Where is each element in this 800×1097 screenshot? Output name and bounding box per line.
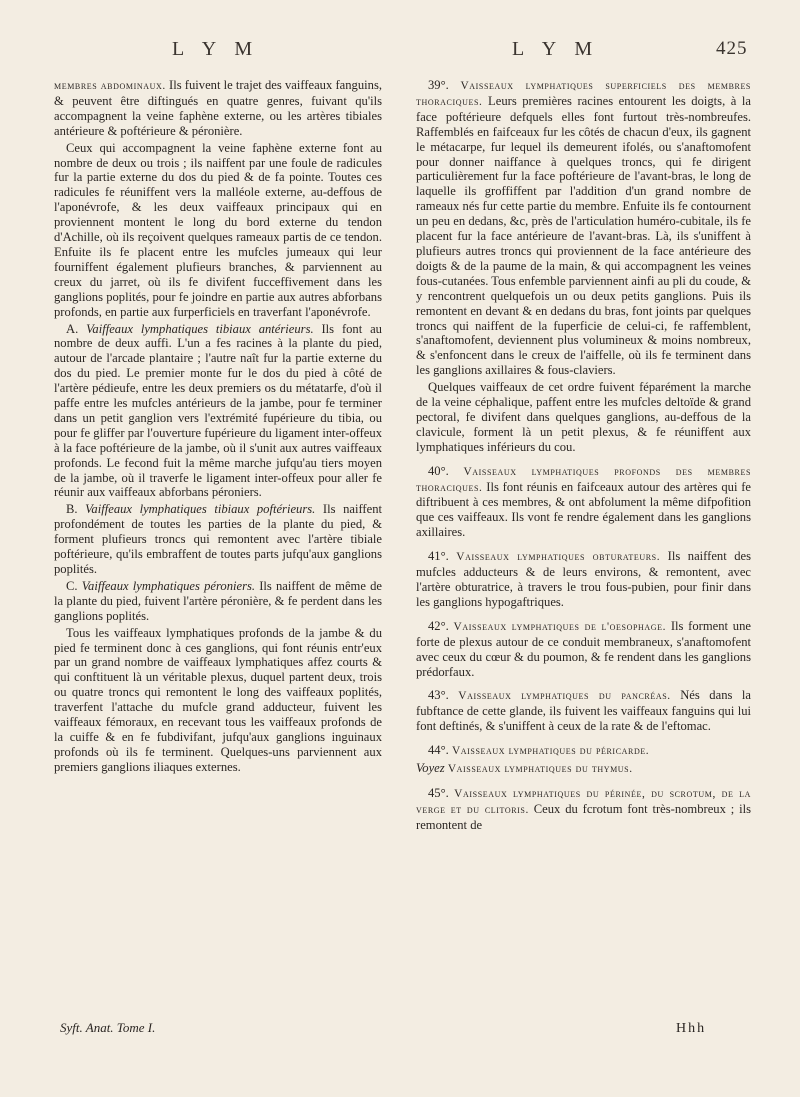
page-number: 425 [716,38,748,59]
entry-43: 43°. Vaisseaux lymphatiques du pancréas. Nés dans la fubftance de cette glande, ils fuivent les vaiffeaux fanguins qui lui font deftinés, & s'uniffent à ceux de la rate & de l'eftomac. [416,688,751,734]
entry-42: 42°. Vaisseaux lymphatiques de l'oesophage. Ils forment une forte de plexus autour de ce conduit membraneux, s'anaftomofent avec ceux du cœur & du poumon, & fe rendent dans les ganglions prédorfaux. [416,618,751,679]
entry-44: 44°. Vaisseaux lymphatiques du péricarde. [428,743,650,758]
footer-volume-note: Syft. Anat. Tome I. [60,1020,156,1035]
paragraph-a: A. Vaiffeaux lymphatiques tibiaux antérieurs. Ils font au nombre de deux auffi. L'un a fes racines à la plante du pied, autour de l'arcade plantaire ; l'autre naît fur la partie externe du dos du pied. Le premier monte fur le dos du pied à côté de l'artère pédieufe, entre les deux premiers os du métatarfe, d'où il paffe entre les mufcles antérieurs de la jambe, pour fe terminer dans un petit ganglion vers l'extrémité fupérieure du tibia, ou pour fe gliffer par l'ouverture fupérieure du ligament inter-offeux à la face poftérieure de la jambe, où il s'unit aux autres vaiffeaux profonds. Le fecond fuit la même marche jufqu'au tiers moyen de la jambe, où il traverfe le ligament inter-offeux pour aller fe réunir aux vaiffeaux abforbans péroniers. [54,321,382,500]
subheading-a: Vaiffeaux lymphatiques tibiaux antérieurs. [86,321,314,336]
signature-mark: Hhh [676,1021,707,1036]
right-column [416,78,751,833]
running-head-right: L Y M [512,38,600,60]
entry-40-heading: Vaisseaux lymphatiques profonds des membres thoraciques. [416,465,751,494]
entry-42-heading: Vaisseaux lymphatiques de l'oesophage. [453,620,667,633]
entry-45: 45°. Vaisseaux lymphatiques du périnée, du scrotum, de la verge et du clitoris. Ceux du fcrotum font très-nombreux ; ils remontent de [416,785,751,832]
left-column [54,78,382,775]
paragraph-intro: membres abdominaux. Ils fuivent le trajet des vaiffeaux fanguins, & peuvent être diftingués en quatre genres, fuivant qu'ils accompagnent la veine faphène externe, ou les artères tibiales antérieure & poftérieure & péronière. [54,78,382,138]
entry-41-heading: Vaisseaux lymphatiques obturateurs. [456,551,661,564]
entry-41: 41°. Vaisseaux lymphatiques obturateurs. Ils naiffent des mufcles adducteurs & de leurs environs, & remontent, avec l'artère obturatrice, à travers le trou fous-pubien, pour finir dans les ganglions hypogaftriques. [416,549,751,609]
paragraph-saphene: Ceux qui accompagnent la veine faphène externe font au nombre de deux ou trois ; ils naiffent par une foule de radicules fur la partie externe du dos du pied & de fa pointe. Toutes ces radicules fe réuniffent vers la malléole externe, au-deffous de l'aponévrofe, & les deux vaiffeaux principaux qui en proviennent montent le long du bord externe du tendon d'Achille, où ils reçoivent quelques rameaux partis de ce tendon. Enfuite ils fe placent entre les mufcles jumeaux qui leur fourniffent également plufieurs branches, & parviennent au creux du jarret, où ils fe divifent fucceffivement dans les ganglions poplités, pour fe joindre en partie aux autres abforbans profonds, en partie aux furperficiels en traverfant l'aponévrofe. [54,140,382,319]
entry-39-heading: Vaisseaux lymphatiques superficiels des membres thoraciques. [416,80,751,108]
paragraph-b: B. Vaiffeaux lymphatiques tibiaux poftérieurs. Ils naiffent profondément de toutes les parties de la plante du pied, & forment plufieurs troncs qui remontent avec l'artère tibiale poftérieure, qu'ils embraffent de toutes parts jufqu'aux ganglions poplités. [54,502,382,576]
subheading-c: Vaiffeaux lymphatiques péroniers. [81,578,256,593]
subheading-b: Vaiffeaux lymphatiques tibiaux poftérieurs. [85,502,316,517]
section-heading: membres abdominaux. [54,80,166,92]
paragraph-c: C. Vaiffeaux lymphatiques péroniers. Ils naiffent de même de la plante du pied, fuivent l'artère péronière, & fe perdent dans les ganglions poplités. [54,578,383,623]
running-head-left: L Y M [172,38,260,60]
entry-44-heading: Vaisseaux lymphatiques du péricarde. [451,745,650,758]
entry-39-cont: Quelques vaiffeaux de cet ordre fuivent féparément la marche de la veine céphalique, paffent entre les mufcles deltoïde & grand pectoral, fe divifent dans quelques ganglions, au-deffous de la clavicule, forment là un petit plexus, & fe réuniffent aux lymphatiques inférieurs du cou. [416,380,751,454]
entry-40: 40°. Vaisseaux lymphatiques profonds des membres thoraciques. Ils font réunis en faifceaux autour des artères qui fe diftribuent à ces membres, & ont abfolument la même difpofition que ces vaiffeaux. Ils vont fe rendre également dans les ganglions axillaires. [416,463,751,540]
entry-44-crossref: Voyez Vaisseaux lymphatiques du thymus. [416,761,633,776]
paragraph-summary: Tous les vaiffeaux lymphatiques profonds de la jambe & du pied fe terminent donc à ces ganglions, qui font réunis entr'eux par un grand nombre de vaiffeaux lymphatiques affez courts & qui conftituent là un véritable plexus, duquel partent deux, trois ou quatre troncs qui remontent le long des vaiffeaux poplités, traverfent l'attache du mufcle grand adducteur, fuivent les vaiffeaux fémoraux, en recevant tous les vaiffeaux profonds de la cuiffe & en fe fubdivifant, jufqu'aux ganglions inguinaux profonds où ils fe terminent. Quelques-uns parviennent aux premiers ganglions iliaques externes. [54,625,382,774]
entry-43-heading: Vaisseaux lymphatiques du pancréas. [458,690,671,703]
entry-45-heading: Vaisseaux lymphatiques du périnée, du scrotum, de la verge et du clitoris. [416,787,751,816]
entry-39: 39°. Vaisseaux lymphatiques superficiels des membres thoraciques. Leurs premières racines entourent les doigts, à la face poftérieure defquels elles font furtout très-nombreufes. Raffemblés en faifceaux fur les côtés de chacun d'eux, ils gagnent le métacarpe, fur lequel ils demeurent ifolés, ou s'anaftomofent pour donner naiffance à quelques troncs, qui fe dirigent particulièrement fur la face poftérieure de l'avant-bras, le long de laquelle ils groffiffent par l'addition d'un grand nombre de rameaux nés fur cette partie du membre. Enfuite ils fe contournent un peu en dedans, &c, près de l'articulation huméro-cubitale, ils fe placent fur la face antérieure de l'avant-bras. Là, ils s'uniffent à plufieurs autres troncs qui proviennent de la face antérieure des doigts & de la paume de la main, & qui accompagnent les veines fous-cutanées. Tous enfemble parviennent ainfi au pli du coude, & y rencontrent quelquefois un ou deux petits ganglions. Puis ils remontent en devant & en dedans du bras, font joints par quelques troncs qui naiffent de la fuperficie de celui-ci, fe raffemblent, s'anaftomofent, deviennent plus volumineux & moins nombreux, & s'enfoncent dans le creux de l'aiffelle, où ils fe terminent dans les ganglions axillaires & fous-claviers. [416,78,751,378]
